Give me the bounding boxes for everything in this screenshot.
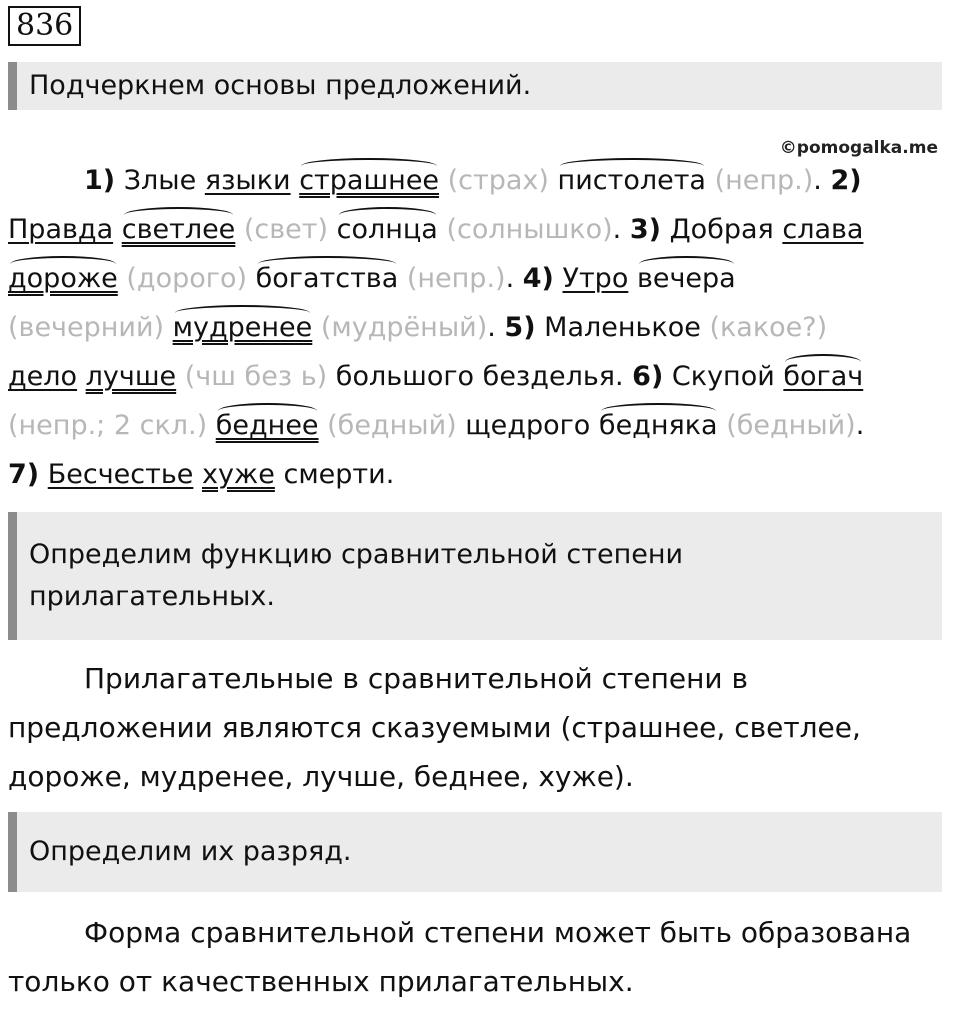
word: смерти. [283, 459, 395, 490]
subject: языки [204, 165, 291, 196]
sentence-number-2: 2) [830, 165, 862, 196]
word: Скупой [671, 361, 775, 392]
line-3 [8, 254, 946, 303]
subject: дело [8, 361, 78, 392]
paragraph-1: Прилагательные в сравнительной степени в предложении являются сказуемыми (страшнее, светлее, дороже, мудренее, лучше, беднее, хуже). [8, 662, 861, 793]
word: солнца [337, 205, 438, 254]
predicate: мудренее [173, 303, 313, 352]
predicate: страшнее [299, 156, 439, 205]
sentence-number-3: 3) [629, 214, 661, 245]
punct: . [612, 214, 622, 245]
hint: (страх) [447, 165, 549, 196]
watermark: ©pomogalka.me [779, 138, 938, 158]
subject: слава [782, 214, 864, 245]
hint: (бедный) [327, 410, 457, 441]
sentence-number-6: 6) [632, 361, 664, 392]
subject: Утро [562, 263, 629, 294]
hint: (свет) [243, 214, 329, 245]
line-4 [8, 303, 946, 352]
punct: . [614, 361, 624, 392]
line-1 [8, 156, 946, 205]
word: Маленькое [544, 312, 701, 343]
predicate: светлее [122, 205, 236, 254]
hint: (дорого) [126, 263, 247, 294]
line-2 [8, 205, 946, 254]
word: Добрая [669, 214, 774, 245]
hint: (непр.) [406, 263, 506, 294]
predicate: хуже [201, 459, 275, 490]
line-7 [8, 450, 946, 499]
exercise-number: 836 [8, 6, 81, 46]
hint: (непр.; 2 скл.) [8, 410, 208, 441]
hint: (вечерний) [8, 312, 165, 343]
punct: . [505, 263, 515, 294]
hint: (непр.) [714, 165, 814, 196]
hint: (бедный) [726, 410, 856, 441]
line-6 [8, 401, 946, 450]
hint: (солнышко) [446, 214, 613, 245]
word: большого [335, 361, 475, 392]
word: пистолета [558, 156, 706, 205]
section-header-2: Определим функцию сравнительной степени прилагательных. [8, 512, 942, 640]
hint: (мудрёный) [320, 312, 488, 343]
predicate: лучше [85, 361, 177, 392]
sentence-number-4: 4) [522, 263, 554, 294]
section-header-3: Определим их разряд. [8, 812, 942, 892]
word: щедрого [465, 410, 591, 441]
word: безделья [482, 361, 615, 392]
hint: (какое?) [709, 312, 828, 343]
sentence-number-1: 1) [84, 165, 116, 196]
section-header-1: Подчеркнем основы предложений. [8, 62, 942, 110]
predicate: дороже [8, 254, 118, 303]
subject: Бесчестье [47, 459, 194, 490]
line-5 [8, 352, 946, 401]
punct: . [855, 410, 865, 441]
hint: (чш без ь) [184, 361, 328, 392]
paragraph-2: Форма сравнительной степени может быть образована только от качественных прилагательных. [8, 916, 912, 998]
word: богатства [256, 254, 399, 303]
sentences-block [8, 156, 946, 499]
sentence-number-7: 7) [8, 459, 40, 490]
subject: богач [783, 352, 863, 401]
predicate: беднее [216, 401, 319, 450]
punct: . [813, 165, 822, 196]
word: бедняка [599, 401, 718, 450]
word: Злые [123, 165, 197, 196]
word: вечера [637, 254, 736, 303]
punct: . [487, 312, 496, 343]
sentence-number-5: 5) [504, 312, 536, 343]
subject: Правда [8, 214, 114, 245]
